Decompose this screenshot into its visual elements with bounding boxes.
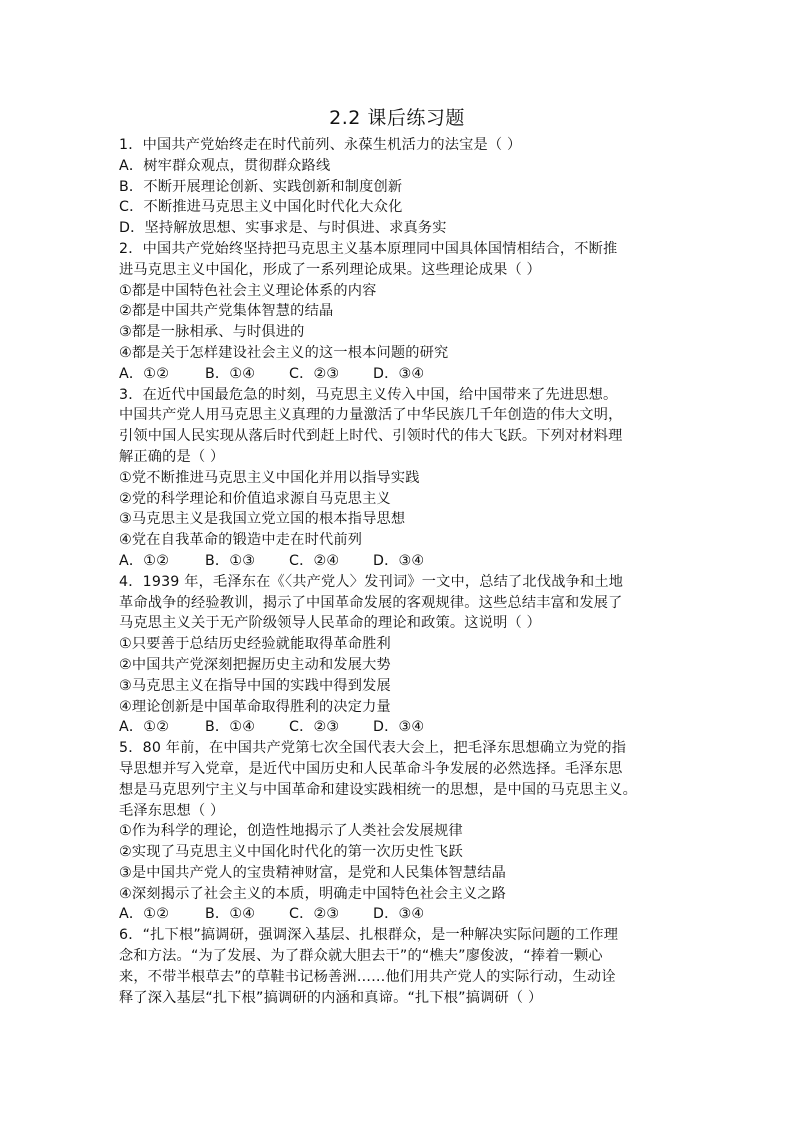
question-5 <box>119 738 689 925</box>
question-stem: 1．中国共产党始终走在时代前列、永葆生机活力的法宝是（ ） <box>119 137 522 153</box>
question-stem-line: 革命战争的经验教训，揭示了中国革命发展的客观规律。这些总结丰富和发展了 <box>119 594 623 611</box>
question-stem-line: 2．中国共产党始终坚持把马克思主义基本原理同中国具体国情相结合，不断推 <box>119 240 618 257</box>
option-a: A．①② <box>119 365 170 382</box>
option-a: A．①② <box>119 552 170 569</box>
statement-item: ④党在自我革命的锻造中走在时代前列 <box>119 532 363 549</box>
page-title: 2.2 课后练习题 <box>329 107 465 129</box>
option-a: A．树牢群众观点，贯彻群众路线 <box>119 157 331 174</box>
statement-item: ④都是关于怎样建设社会主义的这一根本问题的研究 <box>119 344 449 361</box>
statement-item: ④深刻揭示了社会主义的本质，明确走中国特色社会主义之路 <box>119 885 506 902</box>
options-row <box>119 904 689 925</box>
statement-item: ③马克思主义是我国立党立国的根本指导思想 <box>119 511 406 528</box>
statement-item: ②中国共产党深刻把握历史主动和发展大势 <box>119 656 391 673</box>
statement-item: ③是中国共产党人的宝贵精神财富，是党和人民集体智慧结晶 <box>119 864 506 881</box>
question-stem-line: 想是马克思列宁主义与中国革命和建设实践相统一的思想，是中国的马克思主义。 <box>119 781 637 798</box>
question-stem-line: 中国共产党人用马克思主义真理的力量激活了中华民族几千年创造的伟大文明， <box>119 407 623 424</box>
statement-item: ①党不断推进马克思主义中国化并用以指导实践 <box>119 469 420 486</box>
option-b: B．①④ <box>205 365 256 382</box>
option-c: C．②③ <box>289 719 340 736</box>
statement-item: ①只要善于总结历史经验就能取得革命胜利 <box>119 636 391 653</box>
option-d: D．③④ <box>373 365 425 382</box>
statement-item: ②都是中国共产党集体智慧的结晶 <box>119 303 334 320</box>
statement-item: ①都是中国特色社会主义理论体系的内容 <box>119 282 377 299</box>
option-d: D．坚持解放思想、实事求是、与时俱进、求真务实 <box>119 220 447 237</box>
question-stem-line: 毛泽东思想（ ） <box>119 802 225 819</box>
question-4 <box>119 572 689 738</box>
statement-item: ①作为科学的理论，创造性地揭示了人类社会发展规律 <box>119 823 463 840</box>
options-row <box>119 364 689 385</box>
statement-item: ③马克思主义在指导中国的实践中得到发展 <box>119 677 391 694</box>
option-b: B．不断开展理论创新、实践创新和制度创新 <box>119 178 403 195</box>
statement-item: ③都是一脉相承、与时俱进的 <box>119 324 305 341</box>
question-stem-line: 来，不带半根草去”的草鞋书记杨善洲……他们用共产党人的实际行动，生动诠 <box>119 968 616 985</box>
question-stem-line: 进马克思主义中国化，形成了一系列理论成果。这些理论成果（ ） <box>119 261 541 278</box>
question-stem-line: 释了深入基层“扎下根”搞调研的内涵和真谛。“扎下根”搞调研（ ） <box>119 989 543 1006</box>
option-b: B．①④ <box>205 719 256 736</box>
statement-item: ④理论创新是中国革命取得胜利的决定力量 <box>119 698 391 715</box>
option-d: D．③④ <box>373 552 425 569</box>
question-3 <box>119 385 689 572</box>
statement-item: ②党的科学理论和价值追求源自马克思主义 <box>119 490 391 507</box>
statement-item: ②实现了马克思主义中国化时代化的第一次历史性飞跃 <box>119 844 463 861</box>
option-c: C．不断推进马克思主义中国化时代化大众化 <box>119 199 403 216</box>
question-stem-line: 解正确的是（ ） <box>119 448 225 465</box>
option-c: C．②③ <box>289 365 340 382</box>
option-c: C．②③ <box>289 906 340 923</box>
option-d: D．③④ <box>373 719 425 736</box>
option-d: D．③④ <box>373 906 425 923</box>
question-list <box>119 135 689 1008</box>
question-2 <box>119 239 689 385</box>
option-c: C．②④ <box>289 552 340 569</box>
option-b: B．①③ <box>205 552 256 569</box>
options-row <box>119 551 689 572</box>
question-stem-line: 引领中国人民实现从落后时代到赶上时代、引领时代的伟大飞跃。下列对材料理 <box>119 428 623 445</box>
question-stem-line: 念和方法。“为了发展、为了群众就大胆去干”的“樵夫”廖俊波，“捧着一颗心 <box>119 948 603 965</box>
question-stem-line: 6．“扎下根”搞调研，强调深入基层、扎根群众，是一种解决实际问题的工作理 <box>119 927 619 944</box>
question-stem-line: 马克思主义关于无产阶级领导人民革命的理论和政策。这说明（ ） <box>119 615 541 632</box>
question-stem-line: 4．1939 年，毛泽东在《〈共产党人〉发刊词》一文中，总结了北伐战争和土地 <box>119 573 624 590</box>
option-a: A．①② <box>119 719 170 736</box>
question-stem-line: 5．80 年前，在中国共产党第七次全国代表大会上，把毛泽东思想确立为党的指 <box>119 740 627 757</box>
question-1 <box>119 135 689 239</box>
question-6 <box>119 925 689 1008</box>
question-stem-line: 导思想并写入党章，是近代中国历史和人民革命斗争发展的必然选择。毛泽东思 <box>119 760 623 777</box>
options-row <box>119 717 689 738</box>
option-b: B．①④ <box>205 906 256 923</box>
question-stem-line: 3．在近代中国最危急的时刻，马克思主义传入中国，给中国带来了先进思想。 <box>119 386 618 403</box>
option-a: A．①② <box>119 906 170 923</box>
